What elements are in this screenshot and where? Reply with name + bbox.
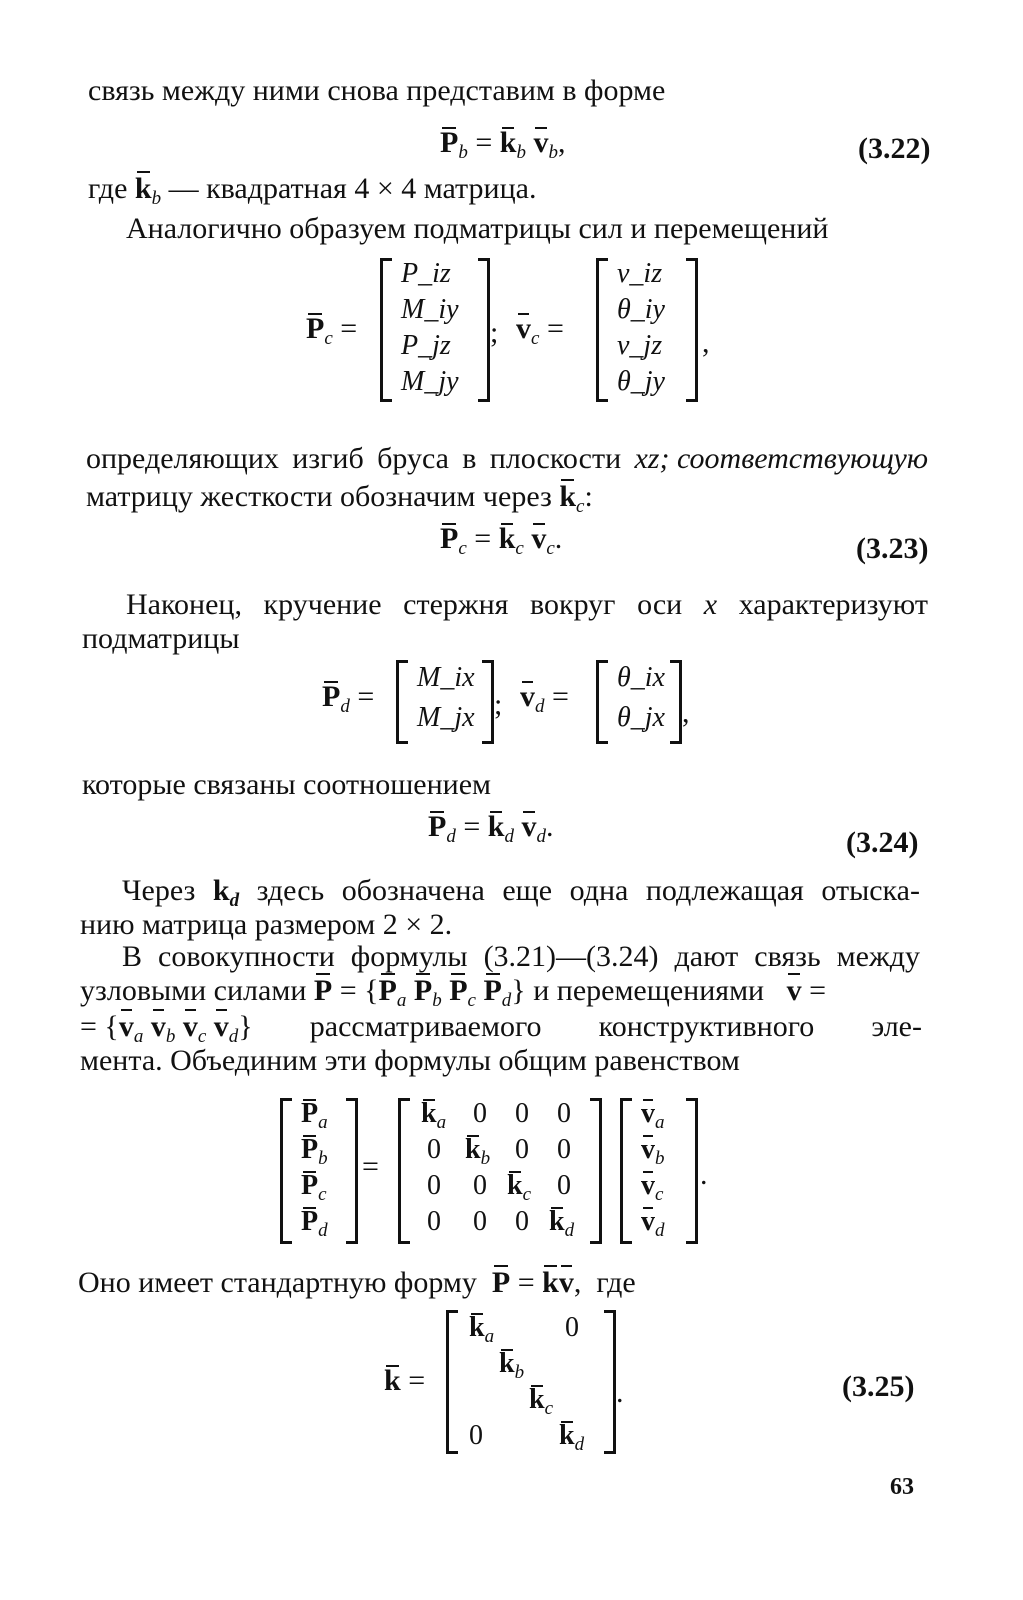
text-line-14: мента. Объединим эти формулы общим равенством — [80, 1044, 740, 1077]
matrix-displacements — [620, 1098, 698, 1244]
matrix-forces-entry-2: $P_b$ — [301, 1134, 328, 1169]
block-r3c1: 0 — [427, 1170, 441, 1201]
matrix-vc-entry-4: θ_jy — [617, 366, 665, 397]
block-r4c1: 0 — [427, 1206, 441, 1237]
matrix-pc-entry-4: M_jy — [401, 366, 459, 397]
matrix-pc — [380, 258, 490, 402]
page-number: 63 — [890, 1474, 914, 1500]
text-line-12: узловыми силами $P = \{P_a$ $P_b$ $P_c$ $P_d$} и перемещениями v = — [80, 974, 827, 1011]
matrix-forces-entry-4: $P_d$ — [301, 1206, 328, 1241]
block-r3c4: 0 — [557, 1170, 571, 1201]
text-line-2: где $k_b$ — квадратная 4 × 4 матрица. — [88, 172, 537, 209]
matrix-forces-entry-1: $P_a$ — [301, 1098, 328, 1133]
matrix-vd-entry-2: θ_jx — [617, 702, 665, 733]
text-line-13: = {$v_a$ $v_b$ $v_c$ $v_d$} рассматриваемого конструктивного эле- — [80, 1010, 922, 1047]
text-line-15: Оно имеет стандартную форму P = kv, где — [78, 1264, 636, 1302]
diag-zero-lower: 0 — [469, 1420, 483, 1451]
matrix-vc-entry-1: v_iz — [617, 258, 663, 289]
block-r4c4: $k_d$ — [549, 1206, 575, 1241]
matrix-vc — [596, 258, 698, 402]
block-r2c1: 0 — [427, 1134, 441, 1165]
matrix-stiffness-blocks — [398, 1098, 602, 1244]
equation-3-24: $P_d = k_d$ $v_d$. — [428, 810, 554, 847]
block-r3c3: $k_c$ — [507, 1170, 532, 1205]
diag-kd: $k_d$ — [559, 1420, 585, 1455]
block-r3c2: 0 — [473, 1170, 487, 1201]
diag-ka: $k_a$ — [469, 1312, 495, 1347]
block-r2c2: $k_b$ — [465, 1134, 491, 1169]
text-line-6: Наконец, кручение стержня вокруг оси x характеризуют — [126, 588, 928, 621]
block-r2c4: 0 — [557, 1134, 571, 1165]
text-line-11: В совокупности формулы (3.21)—(3.24) дают связь между — [122, 940, 920, 973]
separator-period-2: . — [616, 1376, 624, 1409]
matrix-pd-entry-1: M_ix — [417, 662, 475, 693]
block-r1c1: $k_a$ — [421, 1098, 447, 1133]
matrix-displacements-entry-1: $v_a$ — [641, 1098, 665, 1133]
equals-sign: = — [362, 1150, 379, 1183]
matrix-displacements-entry-4: $v_d$ — [641, 1206, 665, 1241]
block-r4c3: 0 — [515, 1206, 529, 1237]
matrix-displacements-entry-3: $v_c$ — [641, 1170, 664, 1205]
text-line-10: нию матрица размером 2 × 2. — [80, 908, 453, 941]
text-line-8: которые связаны соотношением — [82, 768, 492, 801]
separator-comma: , — [702, 326, 710, 359]
matrix-pd-entry-2: M_jx — [417, 702, 475, 733]
equation-3-23: $P_c = k_c$ $v_c$. — [440, 522, 563, 559]
text-line-9: Через $k_d$ здесь обозначена еще одна подлежащая отыска- — [122, 874, 920, 911]
block-r1c3: 0 — [515, 1098, 529, 1129]
separator-comma-2: , — [682, 696, 690, 729]
matrix-pc-entry-2: M_iy — [401, 294, 459, 325]
matrix-displacements-entry-2: $v_b$ — [641, 1134, 665, 1169]
separator-semicolon: ; — [490, 316, 499, 349]
equation-3-22: $P_b = k_b$ $v_b$, — [440, 126, 566, 163]
text-line-5: матрицу жесткости обозначим через $k_c$: — [86, 480, 593, 517]
matrix-forces-entry-3: $P_c$ — [301, 1170, 327, 1205]
block-r1c2: 0 — [473, 1098, 487, 1129]
label-vd: $v_d$ = — [520, 680, 569, 717]
label-pd: $P_d$ = — [322, 680, 375, 717]
matrix-k-diagonal — [446, 1310, 616, 1454]
matrix-forces — [280, 1098, 358, 1244]
equation-number-3-24: (3.24) — [846, 826, 919, 859]
separator-semicolon-2: ; — [494, 688, 503, 721]
equation-number-3-22: (3.22) — [858, 132, 931, 165]
diag-kc: $k_c$ — [529, 1384, 554, 1419]
matrix-vd — [596, 660, 682, 744]
diag-zero-upper: 0 — [565, 1312, 579, 1343]
matrix-vc-entry-3: v_jz — [617, 330, 663, 361]
text-line-4: определяющих изгиб бруса в плоскости xz; соответствующую — [86, 442, 928, 475]
matrix-pc-entry-1: P_iz — [401, 258, 451, 289]
text-line-7: подматрицы — [82, 622, 240, 655]
matrix-vc-entry-2: θ_iy — [617, 294, 665, 325]
label-pc: $P_c$ = — [306, 312, 358, 349]
equation-number-3-23: (3.23) — [856, 532, 929, 565]
matrix-vd-entry-1: θ_ix — [617, 662, 665, 693]
label-k: k = — [384, 1364, 426, 1397]
label-vc: $v_c$ = — [516, 312, 564, 349]
diag-kb: $k_b$ — [499, 1348, 525, 1383]
block-r4c2: 0 — [473, 1206, 487, 1237]
text-line-3: Аналогично образуем подматрицы сил и перемещений — [126, 212, 829, 245]
text-line-1: связь между ними снова представим в форме — [88, 74, 666, 107]
block-r1c4: 0 — [557, 1098, 571, 1129]
matrix-pd — [396, 660, 494, 744]
equation-number-3-25: (3.25) — [842, 1370, 915, 1403]
separator-period: . — [700, 1158, 708, 1191]
block-r2c3: 0 — [515, 1134, 529, 1165]
matrix-pc-entry-3: P_jz — [401, 330, 451, 361]
